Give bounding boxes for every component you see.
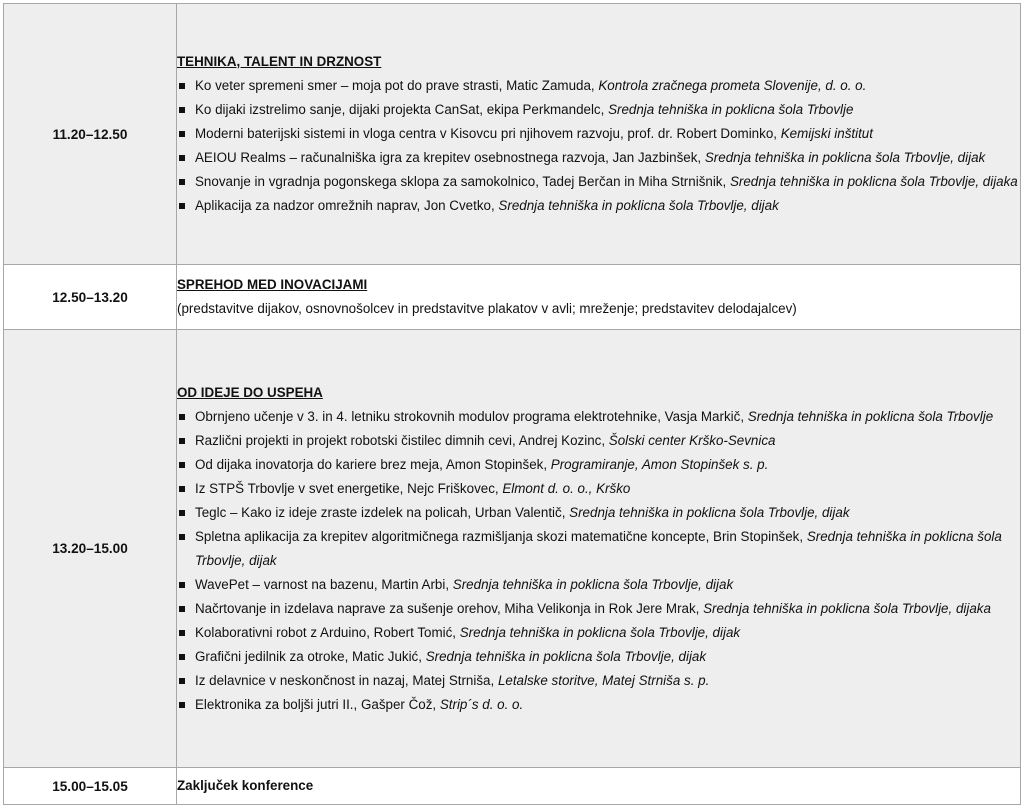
list-item: [177, 477, 1020, 501]
bullet-icon: [179, 534, 185, 540]
session-cell: [177, 768, 1021, 805]
talk-text: Obrnjeno učenje v 3. in 4. letniku strokovnih modulov programa elektrotehnike, Vasja Markič,: [195, 408, 748, 424]
closing-title: Zaključek konference: [177, 778, 314, 793]
talk-organization: Srednja tehniška in poklicna šola Trbovlje, dijak: [704, 150, 986, 165]
talk-organization: Strip´s d. o. o.: [439, 696, 524, 712]
session-title: TEHNIKA, TALENT IN DRZNOST: [177, 54, 382, 69]
session-note: (predstavitve dijakov, osnovnošolcev in predstavitve plakatov v avli; mreženje; predstavitev delodajalcev): [177, 301, 797, 316]
talk-text: Iz delavnice v neskončnost in nazaj, Matej Strniša,: [195, 672, 498, 688]
list-item: [177, 669, 1020, 693]
talk-organization: Kemijski inštitut: [780, 126, 873, 141]
talk-text: Grafični jedilnik za otroke, Matic Jukić,: [195, 648, 426, 664]
list-item: [177, 453, 1020, 477]
talk-text: Različni projekti in projekt robotski čistilec dimnih cevi, Andrej Kozinc,: [195, 432, 609, 448]
session-cell: [177, 265, 1021, 330]
list-item: [177, 98, 1020, 122]
talk-organization: Srednja tehniška in poklicna šola Trbovlje, dijak: [569, 504, 850, 520]
time-slot: 13.20–15.00: [4, 330, 177, 768]
list-item: [177, 122, 1020, 146]
talk-list: [177, 74, 1020, 218]
talk-text: Spletna aplikacija za krepitev algoritmičnega razmišljanja skozi matematične koncepte, Brin Stopinšek,: [195, 528, 807, 544]
talk-organization: Srednja tehniška in poklicna šola Trbovlje, dijaka: [703, 600, 991, 616]
list-item: [177, 573, 1020, 597]
session-cell: [177, 4, 1021, 265]
talk-organization: Šolski center Krško-Sevnica: [608, 432, 776, 448]
talk-text: Snovanje in vgradnja pogonskega sklopa za samokolnico, Tadej Berčan in Miha Strnišnik,: [195, 174, 730, 189]
talk-text: Od dijaka inovatorja do kariere brez meja, Amon Stopinšek,: [195, 456, 551, 472]
bullet-icon: [179, 438, 185, 444]
talk-text: Načrtovanje in izdelava naprave za sušenje orehov, Miha Velikonja in Rok Jere Mrak,: [195, 600, 704, 616]
table-row: [4, 4, 1021, 265]
talk-text: Kolaborativni robot z Arduino, Robert Tomić,: [195, 624, 460, 640]
talk-organization: Elmont d. o. o., Krško: [502, 480, 631, 496]
table-row: [4, 330, 1021, 768]
table-row: [4, 265, 1021, 330]
bullet-icon: [179, 582, 185, 588]
bullet-icon: [179, 131, 185, 137]
talk-organization: Letalske storitve, Matej Strniša s. p.: [497, 672, 710, 688]
bullet-icon: [179, 83, 185, 89]
bullet-icon: [179, 630, 185, 636]
talk-organization: Kontrola zračnega prometa Slovenije, d. o. o.: [598, 78, 867, 93]
bullet-icon: [179, 678, 185, 684]
bullet-icon: [179, 155, 185, 161]
list-item: [177, 146, 1020, 170]
talk-organization: Srednja tehniška in poklicna šola Trbovlje, dijak: [452, 576, 734, 592]
talk-text: Moderni baterijski sistemi in vloga centra v Kisovcu pri njihovem razvoju, prof. dr. Robert Dominko,: [195, 126, 781, 141]
session-title: SPREHOD MED INOVACIJAMI: [177, 277, 368, 292]
bullet-icon: [179, 462, 185, 468]
bullet-icon: [179, 606, 185, 612]
list-item: [177, 194, 1020, 218]
list-item: [177, 429, 1020, 453]
talk-organization: Srednja tehniška in poklicna šola Trbovlje, dijak: [498, 198, 779, 213]
list-item: [177, 74, 1020, 98]
talk-text: Aplikacija za nadzor omrežnih naprav, Jon Cvetko,: [195, 198, 499, 213]
list-item: [177, 597, 1020, 621]
session-cell: [177, 330, 1021, 768]
talk-organization: Srednja tehniška in poklicna šola Trbovlje, dijak: [195, 528, 1002, 568]
table-row: [4, 768, 1021, 805]
list-item: [177, 621, 1020, 645]
bullet-icon: [179, 107, 185, 113]
talk-text: Teglc – Kako iz ideje zraste izdelek na policah, Urban Valentič,: [195, 504, 570, 520]
talk-text: Elektronika za boljši jutri II., Gašper Čož,: [195, 696, 440, 712]
talk-organization: Programiranje, Amon Stopinšek s. p.: [550, 456, 769, 472]
list-item: [177, 170, 1020, 194]
talk-organization: Srednja tehniška in poklicna šola Trbovlje: [747, 408, 994, 424]
bullet-icon: [179, 414, 185, 420]
session-title: OD IDEJE DO USPEHA: [177, 384, 323, 400]
bullet-icon: [179, 486, 185, 492]
list-item: [177, 645, 1020, 669]
talk-text: WavePet – varnost na bazenu, Martin Arbi,: [195, 576, 453, 592]
talk-organization: Srednja tehniška in poklicna šola Trbovlje, dijaka: [729, 174, 1018, 189]
list-item: [177, 405, 1020, 429]
time-slot: 11.20–12.50: [4, 4, 177, 265]
time-slot: 12.50–13.20: [4, 265, 177, 330]
bullet-icon: [179, 203, 185, 209]
talk-organization: Srednja tehniška in poklicna šola Trbovlje, dijak: [425, 648, 707, 664]
list-item: [177, 693, 1020, 717]
bullet-icon: [179, 654, 185, 660]
time-slot: 15.00–15.05: [4, 768, 177, 805]
talk-text: Ko dijaki izstrelimo sanje, dijaki projekta CanSat, ekipa Perkmandelc,: [195, 102, 609, 117]
program-table: [3, 3, 1021, 805]
talk-text: Iz STPŠ Trbovlje v svet energetike, Nejc Friškovec,: [195, 480, 503, 496]
talk-organization: Srednja tehniška in poklicna šola Trbovlje: [608, 102, 854, 117]
list-item: [177, 525, 1020, 573]
list-item: [177, 501, 1020, 525]
talk-text: Ko veter spremeni smer – moja pot do prave strasti, Matic Zamuda,: [195, 78, 599, 93]
talk-text: AEIOU Realms – računalniška igra za krepitev osebnostnega razvoja, Jan Jazbinšek,: [195, 150, 705, 165]
talk-organization: Srednja tehniška in poklicna šola Trbovlje, dijak: [459, 624, 741, 640]
bullet-icon: [179, 179, 185, 185]
talk-list: [177, 405, 1020, 717]
bullet-icon: [179, 702, 185, 708]
bullet-icon: [179, 510, 185, 516]
